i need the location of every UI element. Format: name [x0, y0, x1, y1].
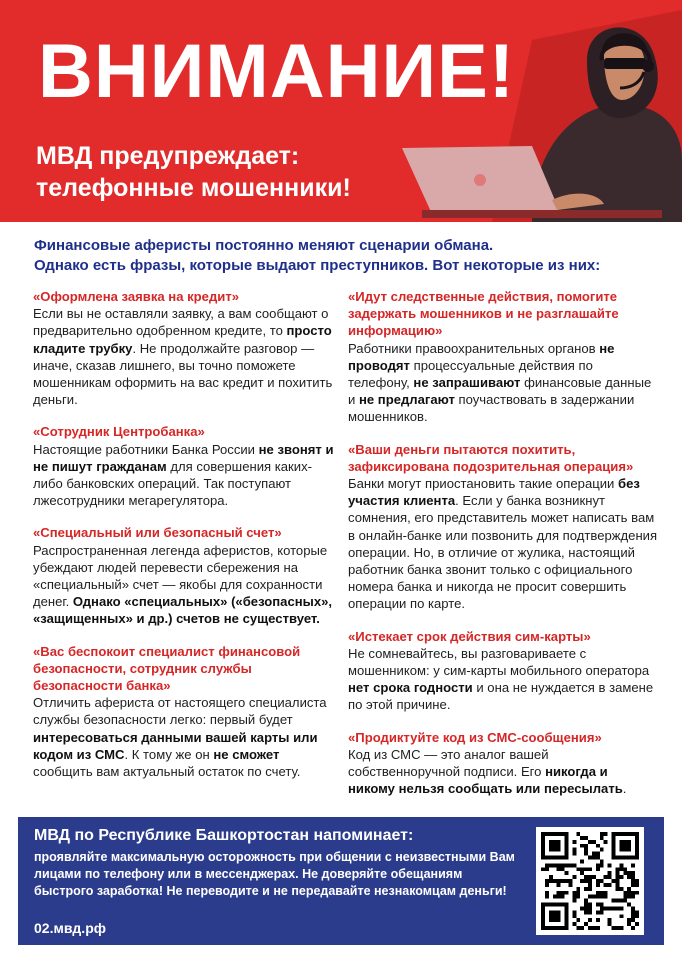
intro-text — [34, 236, 664, 276]
warning-text: Банки могут приостановить такие операции без участия клиента. Если у банка возникнут сомнения, его представитель может написать вам в онлайн-банке или позвонить для подтверждения операции. Но, в отличие от жулика, настоящий работник банка звонит только с официального номера банка и никогда не просит совершить операции по карте. — [348, 476, 658, 612]
warning-text: Код из СМС — это аналог вашей собственноручной подписи. Его никогда и никому нельзя сообщать или пересылать. — [348, 746, 627, 797]
warning-block-safe-account — [33, 524, 338, 627]
footer-heading: МВД по Республике Башкортостан напоминает: — [34, 827, 414, 844]
warning-heading: «Ваши деньги пытаются похитить, зафиксирована подозрительная операция» — [348, 441, 634, 474]
warning-text: Не сомневайтесь, вы разговариваете с мошенником: у сим-карты мобильного оператора нет срока годности и она не нуждается в замене по этой причине. — [348, 645, 654, 713]
hacker-icon — [382, 0, 682, 222]
warning-heading: «Сотрудник Центробанка» — [33, 424, 205, 440]
qr-code-icon[interactable] — [536, 827, 644, 935]
warning-block-suspicious-operation — [348, 441, 658, 613]
warning-block-sms-code — [348, 729, 658, 798]
warning-heading: «Вас беспокоит специалист финансовой безопасности, сотрудник службы безопасности банка» — [33, 643, 301, 694]
warning-heading: «Оформлена заявка на кредит» — [33, 289, 240, 304]
warning-block-sim-card — [348, 628, 658, 714]
warning-block-central-bank — [33, 423, 338, 509]
subtitle-line-1: МВД предупреждает: — [36, 142, 300, 170]
intro-line-2: Однако есть фразы, которые выдают преступников. Вот некоторые из них: — [34, 257, 601, 274]
warning-block-security-specialist — [33, 643, 338, 781]
page-title: ВНИМАНИЕ! — [38, 29, 516, 114]
footer-website-link[interactable]: 02.мвд.рф — [34, 920, 107, 936]
footer-text: проявляйте максимальную осторожность при общении с неизвестными Вам лицами по телефону или в мессенджерах. Не доверяйте обещаниям быстрого заработка! Не переводите и не передавайте незнакомцам деньги! — [34, 850, 515, 898]
header-banner — [0, 0, 682, 222]
intro-line-1: Финансовые аферисты постоянно меняют сценарии обмана. — [34, 237, 494, 254]
warning-heading: «Продиктуйте код из СМС-сообщения» — [348, 729, 602, 745]
warning-heading: «Истекает срок действия сим-карты» — [348, 628, 591, 644]
footer-banner — [18, 817, 664, 945]
warning-heading: «Специальный или безопасный счет» — [33, 525, 282, 541]
page-subtitle — [36, 140, 351, 204]
warning-text: Отличить афериста от настоящего специалиста службы безопасности легко: первый будет интересоваться данными вашей карты или кодом из СМС. К тому же он не сможет сообщить вам актуальный остаток по счету. — [33, 695, 327, 780]
warning-heading: «Идут следственные действия, помогите задержать мошенников и не разглашайте информацию» — [348, 289, 619, 339]
right-column — [348, 288, 658, 812]
left-column — [33, 288, 338, 795]
warning-text: Настоящие работники Банка России не звонят и не пишут гражданам для совершения каких-либо банковских операций. Так поступают лжесотрудники мегарегулятора. — [33, 441, 334, 509]
warning-block-credit — [33, 288, 338, 408]
warning-text: Распространенная легенда аферистов, которые убеждают людей перевести сбережения на «специальный» счет — якобы для сохранности денег. Однако «специальных» («безопасных», «защищенных» и др.) счетов не существует. — [33, 542, 333, 627]
warning-block-investigation — [348, 288, 658, 426]
warning-text: Если вы не оставляли заявку, а вам сообщают о предварительно одобренном кредите, то просто кладите трубку. Не продолжайте разговор — иначе, сказав лишнего, вы точно поможете мошенникам оформить на вас кредит и похитить деньги. — [33, 306, 333, 408]
subtitle-line-2: телефонные мошенники! — [36, 174, 351, 202]
warning-text: Работники правоохранительных органов не проводят процессуальные действия по телефону, не запрашивают финансовые данные и не предлагают поучаствовать в задержании мошенников. — [348, 340, 652, 425]
